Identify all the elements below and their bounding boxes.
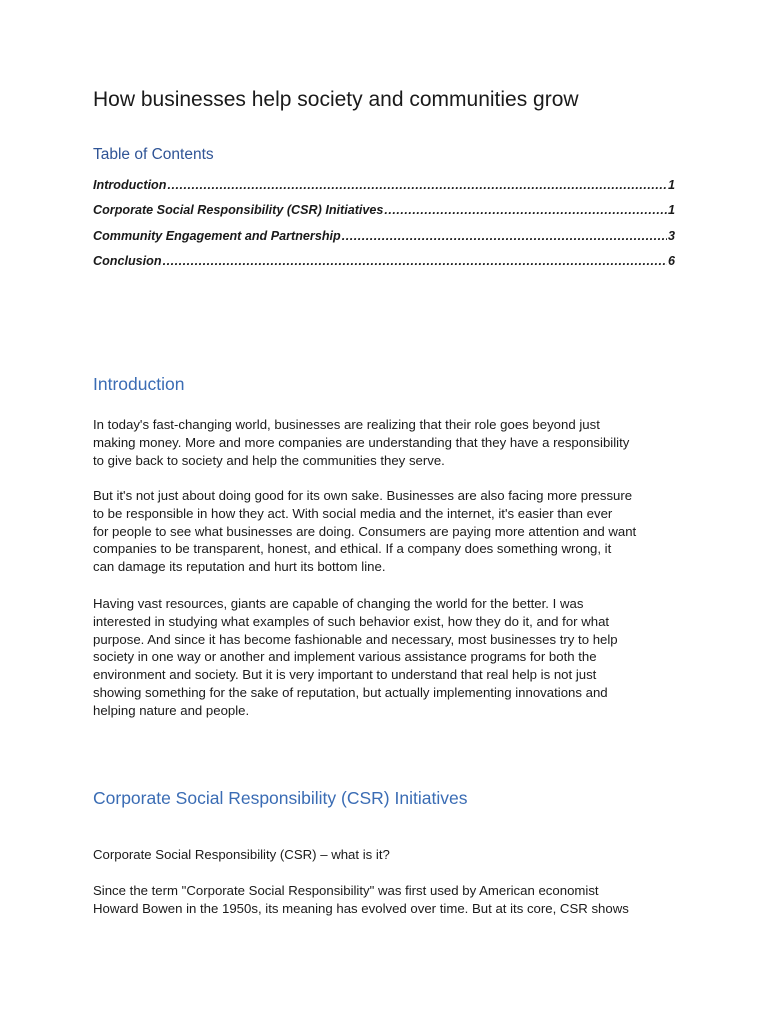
csr-question <box>93 846 683 864</box>
toc-leader-dots <box>163 254 667 268</box>
table-of-contents <box>93 178 675 279</box>
toc-entry-page: 1 <box>667 178 675 192</box>
csr-heading: Corporate Social Responsibility (CSR) Initiatives <box>93 788 468 808</box>
toc-entry-page: 1 <box>667 203 675 218</box>
toc-leader-dots <box>167 178 667 192</box>
text-line: to give back to society and help the communities they serve. <box>93 452 445 468</box>
text-line: Corporate Social Responsibility (CSR) – what is it? <box>93 847 390 862</box>
document-title: How businesses help society and communities grow <box>93 88 579 111</box>
text-line: for people to see what businesses are doing. Consumers are paying more attention and want <box>93 523 637 539</box>
text-line: Since the term "Corporate Social Responsibility" was first used by American economist <box>93 883 599 898</box>
text-line: Howard Bowen in the 1950s, its meaning has evolved over time. But at its core, CSR shows <box>93 900 629 916</box>
introduction-paragraph-3 <box>93 595 683 720</box>
text-line: In today's fast-changing world, businesses are realizing that their role goes beyond just <box>93 417 600 432</box>
introduction-paragraph-2 <box>93 487 683 576</box>
toc-leader-dots <box>384 203 667 217</box>
text-line: society in one way or another and implement various assistance programs for both the <box>93 649 597 665</box>
text-line: helping nature and people. <box>93 702 250 718</box>
toc-leader-dots <box>342 229 667 243</box>
text-line: showing something for the sake of reputation, but actually implementing innovations and <box>93 684 608 700</box>
toc-entry-label: Introduction <box>93 178 167 192</box>
toc-heading: Table of Contents <box>93 146 214 163</box>
toc-entry-community[interactable] <box>93 229 675 254</box>
text-line: can damage its reputation and hurt its bottom line. <box>93 559 386 575</box>
toc-entry-introduction[interactable] <box>93 178 675 203</box>
text-line: to be responsible in how they act. With social media and the internet, it's easier than ever <box>93 505 613 521</box>
introduction-paragraph-1 <box>93 416 683 469</box>
introduction-heading: Introduction <box>93 374 185 394</box>
toc-entry-page: 6 <box>667 253 675 268</box>
toc-entry-label: Community Engagement and Partnership <box>93 228 341 243</box>
csr-paragraph-1 <box>93 882 683 918</box>
toc-entry-page: 3 <box>667 228 675 243</box>
text-line: But it's not just about doing good for its own sake. Businesses are also facing more pressure <box>93 488 633 503</box>
text-line: Having vast resources, giants are capable of changing the world for the better. I was <box>93 596 584 611</box>
text-line: purpose. And since it has become fashionable and necessary, most businesses try to help <box>93 631 618 647</box>
text-line: interested in studying what examples of such behavior exist, how they do it, and for what <box>93 613 610 629</box>
toc-entry-label: Corporate Social Responsibility (CSR) Initiatives <box>93 203 384 218</box>
text-line: environment and society. But it is very important to understand that real help is not just <box>93 667 597 683</box>
text-line: making money. More and more companies are understanding that they have a responsibility <box>93 434 630 450</box>
text-line: companies to be transparent, honest, and ethical. If a company does something wrong, it <box>93 541 612 557</box>
toc-entry-conclusion[interactable] <box>93 254 675 279</box>
toc-entry-label: Conclusion <box>93 253 162 268</box>
toc-entry-csr[interactable] <box>93 203 675 228</box>
